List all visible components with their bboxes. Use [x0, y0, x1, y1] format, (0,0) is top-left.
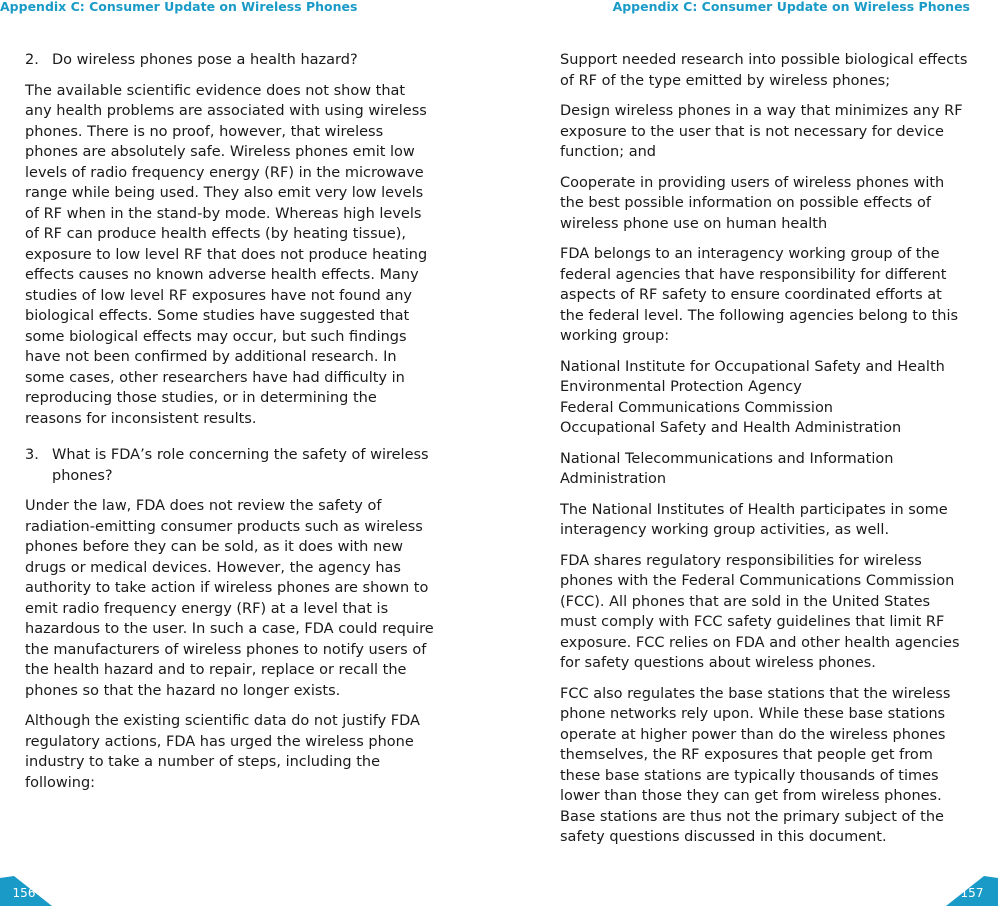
- agency-item: Occupational Safety and Health Administration: [560, 420, 902, 436]
- question-3-text: What is FDA’s role concerning the safety of wireless phones?: [52, 447, 429, 484]
- answer-2-paragraph: The available scientific evidence does not show that any health problems are associated with using wireless phones. There is no proof, however, that wireless phones are absolutely safe. Wireless phones emit low levels of radio frequency energy (RF) in the microwave range while being used. They also emit very low levels of RF when in the stand-by mode. Whereas high levels of RF can produce health effects (by heating tissue), exposure to low level RF that does not produce heating effects causes no known adverse health effects. Many studies of low level RF exposures have not found any biological effects. Some studies have suggested that some biological effects may occur, but such findings have not been confirmed by additional research. In some cases, other researchers have had difficulty in reproducing those studies, or in determining the reasons for inconsistent results.: [25, 82, 428, 427]
- question-2-text: Do wireless phones pose a health hazard?: [52, 52, 358, 68]
- step-cooperate: Cooperate in providing users of wireless phones with the best possible information on possible effects of wireless phone use on human health: [560, 174, 945, 232]
- step-research: Support needed research into possible biological effects of RF of the type emitted by wireless phones;: [560, 52, 968, 89]
- answer-3-paragraph-2: Although the existing scientific data do not justify FDA regulatory actions, FDA has urged the wireless phone industry to take a number of steps, including the following:: [25, 713, 420, 791]
- agency-ntia: National Telecommunications and Information Administration: [560, 450, 894, 487]
- step-design: Design wireless phones in a way that minimizes any RF exposure to the user that is not necessary for device function; and: [560, 103, 963, 160]
- agency-item: Federal Communications Commission: [560, 399, 834, 416]
- question-2-number: 2.: [25, 52, 39, 68]
- agency-item: National Institute for Occupational Safety and Health: [560, 358, 945, 375]
- page-number-left: [0, 876, 52, 906]
- page-number-right: [946, 876, 998, 906]
- nih-paragraph: The National Institutes of Health participates in some interagency working group activities, as well.: [560, 501, 948, 538]
- agency-list: [560, 357, 970, 439]
- base-stations-paragraph: FCC also regulates the base stations that the wireless phone networks rely upon. While these base stations operate at higher power than do the wireless phones themselves, the RF exposures that people get from these base stations are typically thousands of times lower than those they can get from wireless phones. Base stations are thus not the primary subject of the safety questions discussed in this document.: [560, 685, 951, 845]
- question-3-number: 3.: [25, 447, 39, 463]
- right-column: [560, 50, 970, 858]
- working-group-paragraph: FDA belongs to an interagency working group of the federal agencies that have responsibility for different aspects of RF safety to ensure coordinated efforts at the federal level. The following agencies belong to this working group:: [560, 246, 959, 344]
- question-3: [25, 445, 435, 486]
- question-2: [25, 50, 435, 71]
- agency-item: Environmental Protection Agency: [560, 379, 802, 395]
- page-header-left: Appendix C: Consumer Update on Wireless Phones: [0, 0, 358, 14]
- answer-3-paragraph-1: Under the law, FDA does not review the safety of radiation-emitting consumer products such as wireless phones before they can be sold, as it does with new drugs or medical devices. However, the agency has authority to take action if wireless phones are shown to emit radio frequency energy (RF) at a level that is hazardous to the user. In such a case, FDA could require the manufacturers of wireless phones to notify users of the health hazard and to repair, replace or recall the phones so that the hazard no longer exists.: [25, 498, 434, 699]
- fcc-shared-paragraph: FDA shares regulatory responsibilities for wireless phones with the Federal Communications Commission (FCC). All phones that are sold in the United States must comply with FCC safety guidelines that limit RF exposure. FCC relies on FDA and other health agencies for safety questions about wireless phones.: [560, 552, 960, 671]
- page-number-left-text: 156: [12, 886, 36, 900]
- page-number-right-text: 157: [960, 886, 984, 900]
- page-header-right: Appendix C: Consumer Update on Wireless Phones: [612, 0, 970, 14]
- left-column: [25, 50, 435, 803]
